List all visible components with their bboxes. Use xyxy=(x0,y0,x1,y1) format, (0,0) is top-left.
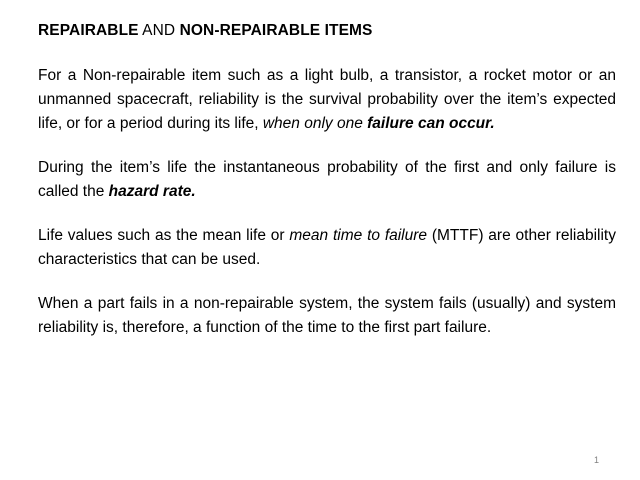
title-non-repairable-items: NON-REPAIRABLE ITEMS xyxy=(179,22,373,39)
paragraph-1-text: For a Non-repairable item such as a light bulb, a transistor, a rocket motor or an unmanned spacecraft, reliability is the survival probability over the item’s expected life, or for a period during its life, xyxy=(38,67,616,132)
paragraph-3-text: Life values such as the mean life or xyxy=(38,227,290,244)
paragraph-1-bold-italic: failure can occur. xyxy=(367,115,495,132)
slide-title xyxy=(38,20,616,42)
paragraph-2-bold-italic: hazard rate. xyxy=(108,183,196,200)
paragraph-1-italic: when only one xyxy=(262,115,368,132)
paragraph-2-text: During the item’s life the instantaneous probability of the first and only failure is called the xyxy=(38,159,616,200)
paragraph-non-repairable-definition xyxy=(38,64,616,136)
title-and: AND xyxy=(138,22,180,39)
paragraph-4-text: When a part fails in a non-repairable system, the system fails (usually) and system reliability is, therefore, a function of the time to the first part failure. xyxy=(38,295,616,336)
title-repairable: REPAIRABLE xyxy=(38,22,139,39)
paragraph-system-failure xyxy=(38,292,616,340)
paragraph-3-italic: mean time to failure xyxy=(289,227,428,244)
paragraph-3-text-end: (MTTF) are other reliability characteristics that can be used. xyxy=(38,227,616,268)
paragraph-mttf xyxy=(38,224,616,272)
page-number: 1 xyxy=(593,455,599,465)
paragraph-hazard-rate xyxy=(38,156,616,204)
